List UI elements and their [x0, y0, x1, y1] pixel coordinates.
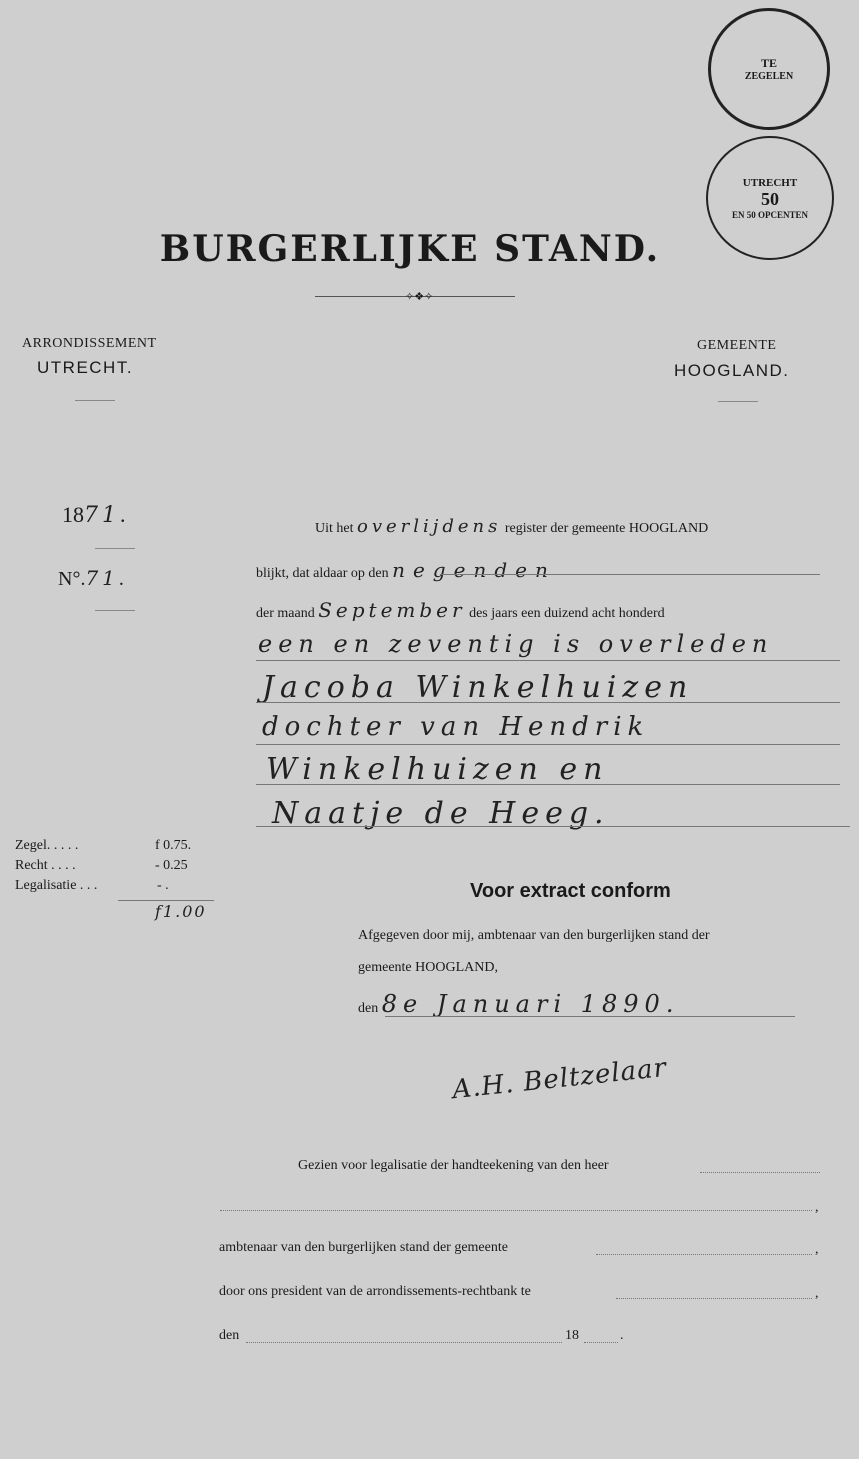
arrondissement-value: UTRECHT.	[37, 358, 134, 377]
underline	[256, 784, 840, 785]
line1-post: register der gemeente HOOGLAND	[504, 521, 709, 536]
record-line-5: Jacoba Winkelhuizen	[262, 670, 694, 705]
line1-pre: Uit het	[315, 521, 354, 536]
record-line-3	[256, 598, 665, 622]
stamp-bottom-text: UTRECHT	[742, 176, 798, 189]
record-line-4: een en zeventig is overleden	[258, 630, 774, 658]
signature: A.H. Beltzelaar	[451, 1052, 669, 1106]
legal-line-5-post: .	[620, 1328, 624, 1343]
divider	[718, 401, 758, 402]
divider	[95, 548, 135, 549]
underline	[256, 660, 840, 661]
fee-recht-value: - 0.25	[155, 858, 188, 873]
year-prefix: 18	[62, 502, 84, 527]
stamp-bottom-num: 50	[761, 188, 779, 209]
extract-heading: Voor extract conform	[470, 880, 671, 902]
line3-pre: der maand	[256, 606, 315, 621]
number-label: N°.	[58, 568, 86, 590]
stamp-top-line2: ZEGELEN	[744, 71, 794, 82]
line2-pre: blijkt, dat aldaar op den	[256, 566, 389, 581]
stamp-bottom-text2: EN 50 OPCENTEN	[731, 209, 808, 220]
extract-line-2: gemeente HOOGLAND,	[358, 960, 498, 975]
year-field: 1871.	[62, 502, 126, 528]
line3-post: des jaars een duizend acht honderd	[469, 606, 665, 621]
record-line-1	[315, 516, 708, 537]
underline	[256, 744, 840, 745]
fee-zegel-value: f 0.75.	[155, 838, 192, 853]
stamp-top-line1: TE	[760, 56, 777, 70]
blank-line	[220, 1210, 812, 1211]
gemeente-label: GEMEENTE	[697, 338, 777, 353]
blank-line	[700, 1172, 820, 1173]
tax-stamp-top	[708, 8, 830, 130]
year-handwritten: 71	[84, 503, 120, 528]
gemeente-value: HOOGLAND.	[674, 361, 790, 380]
underline	[385, 1016, 795, 1017]
fee-zegel-label: Zegel. . . . .	[15, 838, 79, 853]
blank-line	[616, 1298, 812, 1299]
legal-line-5-mid: 18	[565, 1328, 579, 1343]
legal-line-5-pre: den	[219, 1328, 240, 1343]
fee-legal-label: Legalisatie . . .	[15, 878, 98, 893]
legal-line-4: door ons president van de arrondissements-rechtbank te	[219, 1284, 531, 1299]
blank-line	[584, 1342, 618, 1343]
divider	[95, 610, 135, 611]
fee-total: f1.00	[155, 902, 207, 921]
record-line-8: Naatje de Heeg.	[272, 796, 610, 831]
line3-handwritten: September	[318, 598, 466, 622]
number-field: N°.71.	[58, 566, 124, 590]
record-line-6: dochter van Hendrik	[262, 712, 650, 742]
line2-handwritten: negenden	[392, 558, 556, 582]
legal-line-3-comma: ,	[815, 1242, 819, 1257]
number-handwritten: 71	[85, 566, 119, 590]
page-title: BURGERLIJKE STAND.	[159, 228, 661, 270]
line1-handwritten: overlijdens	[357, 516, 502, 537]
blank-line	[246, 1342, 562, 1343]
record-line-2	[256, 558, 556, 582]
legal-line-2-comma: ,	[815, 1200, 819, 1215]
arrondissement-label: ARRONDISSEMENT	[22, 336, 157, 351]
legal-line-4-comma: ,	[815, 1286, 819, 1301]
legal-line-3: ambtenaar van den burgerlijken stand der gemeente	[219, 1240, 508, 1255]
underline	[256, 826, 850, 827]
underline	[440, 574, 820, 575]
extract-date	[358, 990, 679, 1018]
blank-line	[596, 1254, 812, 1255]
extract-date-pre: den	[358, 1001, 379, 1016]
divider	[75, 400, 115, 401]
extract-date-handwritten: 8e Januari 1890.	[381, 990, 680, 1018]
legal-line-1: Gezien voor legalisatie der handteekening van den heer	[298, 1158, 609, 1173]
fee-recht-label: Recht . . . .	[15, 858, 76, 873]
underline	[256, 702, 840, 703]
extract-line-1: Afgegeven door mij, ambtenaar van den burgerlijken stand der	[358, 928, 710, 943]
fee-total-rule	[118, 900, 214, 901]
record-line-7: Winkelhuizen en	[266, 752, 609, 787]
ornament-icon: ✧❖✧	[405, 291, 434, 303]
fee-legal-value: - .	[157, 878, 169, 893]
